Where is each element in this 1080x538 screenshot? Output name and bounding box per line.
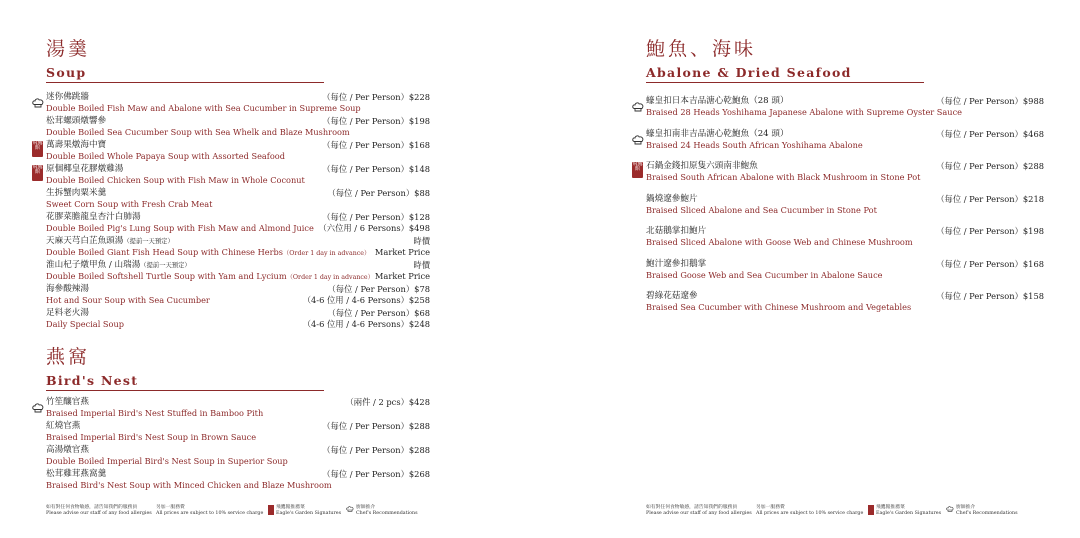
item-price: （每位 / Per Person）$68 bbox=[327, 308, 430, 318]
item-price: （每位 / Per Person）$288 bbox=[322, 445, 430, 455]
birds-nest-items bbox=[46, 397, 430, 493]
soup-items bbox=[32, 92, 430, 332]
footer-signature: 飛鷹館推薦菜 Eagle's Garden Signatures bbox=[876, 505, 942, 516]
item-name-en: Double Boiled Whole Papaya Soup with Assorted Seafood bbox=[46, 151, 285, 161]
menu-item bbox=[646, 259, 1044, 292]
menu-item bbox=[46, 236, 430, 260]
item-name-zh: 生拆蟹肉粟米羹 bbox=[46, 188, 107, 198]
item-name-en: Double Boiled Chicken Soup with Fish Maw in Whole Coconut bbox=[46, 175, 305, 185]
item-name-zh: 淮山杞子燉甲魚 / 山瑞湯（提前一天預定） bbox=[46, 260, 191, 270]
footer-chef: 廚師推介 Chef's Recommendations bbox=[356, 505, 418, 516]
menu-item bbox=[46, 469, 430, 493]
item-price: （每位 / Per Person）$148 bbox=[322, 164, 430, 174]
item-price: （每位 / Per Person）$218 bbox=[936, 193, 1044, 204]
item-name-zh: 天麻天芎白芷魚頭湯（提前一天預定） bbox=[46, 236, 174, 246]
signature-seal-icon bbox=[268, 505, 274, 515]
birds-nest-title-en: Bird's Nest bbox=[46, 373, 324, 391]
item-name-zh: 北菇鵝掌扣鮑片 bbox=[646, 226, 707, 236]
footer-allergy: 如有對任何食物敏感，請告知我們的服務員 Please advise our staff of any food allergies bbox=[646, 505, 752, 516]
item-name-zh: 鮑汁遼參扣鵝掌 bbox=[646, 258, 707, 269]
chef-hat-icon bbox=[946, 506, 954, 512]
footer-chef: 廚師推介 Chef's Recommendations bbox=[956, 505, 1018, 516]
item-name-en: Braised Sliced Abalone and Sea Cucumber in Stone Pot bbox=[646, 204, 877, 215]
menu-item bbox=[46, 284, 430, 308]
footer-allergy: 如有對任何食物敏感，請告知我們的服務員 Please advise our staff of any food allergies bbox=[46, 505, 152, 516]
chef-hat-icon bbox=[32, 398, 44, 410]
item-name-en: Braised Sliced Abalone with Goose Web and Chinese Mushroom bbox=[646, 237, 913, 247]
item-name-zh: 高湯燉官燕 bbox=[46, 445, 89, 455]
item-price: （每位 / Per Person）$168 bbox=[322, 140, 430, 150]
item-name-zh: 竹笙釀官燕 bbox=[46, 397, 89, 407]
item-name-en: Daily Special Soup bbox=[46, 319, 124, 329]
menu-item bbox=[646, 194, 1044, 227]
item-price-secondary: Market Price bbox=[374, 247, 430, 257]
item-name-en: Double Boiled Softshell Turtle Soup with Yam and Lycium（Order 1 day in advance） bbox=[46, 271, 374, 281]
item-name-en: Braised Goose Web and Sea Cucumber in Abalone Sauce bbox=[646, 269, 883, 280]
chef-hat-icon bbox=[632, 97, 644, 109]
item-name-en: Double Boiled Pig's Lung Soup with Fish Maw and Almond Juice bbox=[46, 223, 314, 233]
item-price-secondary: （4-6 位用 / 4-6 Persons）$248 bbox=[302, 319, 430, 329]
item-name-zh: 紅燒官燕 bbox=[46, 421, 81, 431]
item-price: （每位 / Per Person）$128 bbox=[322, 212, 430, 222]
soup-title-en: Soup bbox=[46, 65, 324, 83]
abalone-title-en: Abalone & Dried Seafood bbox=[646, 65, 924, 83]
item-name-zh: 萬壽果燉海中寶 bbox=[46, 140, 107, 150]
item-price: （每位 / Per Person）$288 bbox=[936, 161, 1044, 171]
item-name-en: Double Boiled Imperial Bird's Nest Soup in Superior Soup bbox=[46, 456, 288, 466]
item-name-en: Braised Sea Cucumber with Chinese Mushroom and Vegetables bbox=[646, 302, 912, 312]
item-price: 時價 bbox=[413, 236, 430, 246]
item-price-secondary: Market Price bbox=[374, 271, 430, 281]
abalone-items bbox=[632, 96, 1044, 324]
chef-hat-icon bbox=[32, 93, 44, 105]
footer-signature: 飛鷹館推薦菜 Eagle's Garden Signatures bbox=[276, 505, 342, 516]
birds-nest-title-zh: 燕窩 bbox=[46, 346, 91, 368]
menu-item bbox=[46, 212, 430, 236]
menu-item bbox=[46, 92, 430, 116]
menu-item bbox=[632, 161, 1044, 194]
menu-item bbox=[46, 188, 430, 212]
item-price: （每位 / Per Person）$988 bbox=[936, 96, 1044, 106]
soup-title-zh: 湯羹 bbox=[46, 38, 91, 60]
item-name-en: Braised 28 Heads Yoshihama Japanese Abalone with Supreme Oyster Sauce bbox=[646, 107, 963, 117]
item-price: （兩件 / 2 pcs）$428 bbox=[345, 397, 430, 407]
item-name-zh: 石鍋金錢扣原隻六頭南非鮑魚 bbox=[646, 161, 758, 171]
item-name-zh: 蠔皇扣日本吉品溏心乾鮑魚（28 頭） bbox=[646, 96, 789, 106]
item-name-en: Double Boiled Giant Fish Head Soup with Chinese Herbs（Order 1 day in advance） bbox=[46, 247, 371, 257]
item-price: （每位 / Per Person）$88 bbox=[327, 188, 430, 198]
item-name-zh: 蠔皇扣南非吉品溏心乾鮑魚（24 頭） bbox=[646, 128, 789, 139]
item-name-en: Braised South African Abalone with Black Mushroom in Stone Pot bbox=[646, 172, 921, 182]
item-name-en: Braised 24 Heads South African Yoshihama Abalone bbox=[646, 139, 863, 150]
item-name-zh: 鍋燒遼參鮑片 bbox=[646, 193, 698, 204]
menu-item bbox=[46, 421, 430, 445]
item-name-zh: 足料老火湯 bbox=[46, 308, 89, 318]
birds-nest-section bbox=[46, 346, 432, 391]
item-price: （每位 / Per Person）$198 bbox=[936, 226, 1044, 236]
footer-service: 另加一服務費 All prices are subject to 10% service charge bbox=[156, 505, 264, 516]
item-name-zh: 海參酸辣湯 bbox=[46, 284, 89, 294]
item-price: 時價 bbox=[413, 260, 430, 270]
item-price: （每位 / Per Person）$228 bbox=[322, 92, 430, 102]
menu-item bbox=[46, 445, 430, 469]
menu-item bbox=[46, 116, 430, 140]
item-price-secondary: （4-6 位用 / 4-6 Persons）$258 bbox=[302, 295, 430, 305]
item-name-zh: 原個椰皇花膠燉雞湯 bbox=[46, 164, 124, 174]
item-name-en: Hot and Sour Soup with Sea Cucumber bbox=[46, 295, 210, 305]
item-price: （每位 / Per Person）$198 bbox=[322, 116, 430, 126]
chef-hat-icon bbox=[346, 506, 354, 512]
item-name-zh: 碧綠花菇遼參 bbox=[646, 291, 698, 301]
item-price: （每位 / Per Person）$78 bbox=[327, 284, 430, 294]
footer-service: 另加一服務費 All prices are subject to 10% service charge bbox=[756, 505, 864, 516]
item-name-zh: 花膠菜膽龍皇杏汁白肺湯 bbox=[46, 212, 141, 222]
item-name-zh: 松茸雞茸燕窩羹 bbox=[46, 469, 107, 479]
abalone-title-zh: 鮑魚、海味 bbox=[646, 38, 757, 60]
abalone-section bbox=[646, 38, 1046, 83]
item-name-en: Braised Imperial Bird's Nest Stuffed in Bamboo Pith bbox=[46, 408, 264, 418]
soup-section bbox=[46, 38, 432, 83]
item-price: （每位 / Per Person）$468 bbox=[936, 128, 1044, 139]
chef-hat-icon bbox=[632, 130, 644, 142]
signature-seal-icon: 飛鷹館 bbox=[632, 162, 643, 178]
item-price: （每位 / Per Person）$168 bbox=[936, 258, 1044, 269]
menu-item bbox=[46, 397, 430, 421]
menu-item bbox=[646, 129, 1044, 162]
signature-seal-icon: 飛鷹館 bbox=[32, 141, 43, 157]
menu-item bbox=[46, 308, 430, 332]
menu-item bbox=[46, 260, 430, 284]
menu-item bbox=[32, 140, 430, 164]
item-name-zh: 松茸螺頭燉響參 bbox=[46, 116, 107, 126]
item-price: （每位 / Per Person）$268 bbox=[322, 469, 430, 479]
item-name-en: Braised Imperial Bird's Nest Soup in Brown Sauce bbox=[46, 432, 257, 442]
item-price: （每位 / Per Person）$158 bbox=[936, 291, 1044, 301]
item-name-en: Double Boiled Sea Cucumber Soup with Sea Whelk and Blaze Mushroom bbox=[46, 127, 350, 137]
item-name-en: Sweet Corn Soup with Fresh Crab Meat bbox=[46, 199, 213, 209]
item-name-en: Double Boiled Fish Maw and Abalone with Sea Cucumber in Supreme Soup bbox=[46, 103, 361, 113]
signature-seal-icon bbox=[868, 505, 874, 515]
menu-item bbox=[646, 291, 1044, 324]
item-price-secondary: （六位用 / 6 Persons）$498 bbox=[318, 223, 430, 233]
item-name-zh: 迷你佛跳牆 bbox=[46, 92, 89, 102]
menu-item bbox=[32, 164, 430, 188]
menu-item bbox=[646, 226, 1044, 259]
item-name-en: Braised Bird's Nest Soup with Minced Chicken and Blaze Mushroom bbox=[46, 480, 332, 490]
item-price: （每位 / Per Person）$288 bbox=[322, 421, 430, 431]
menu-item bbox=[646, 96, 1044, 129]
signature-seal-icon: 飛鷹館 bbox=[32, 165, 43, 181]
